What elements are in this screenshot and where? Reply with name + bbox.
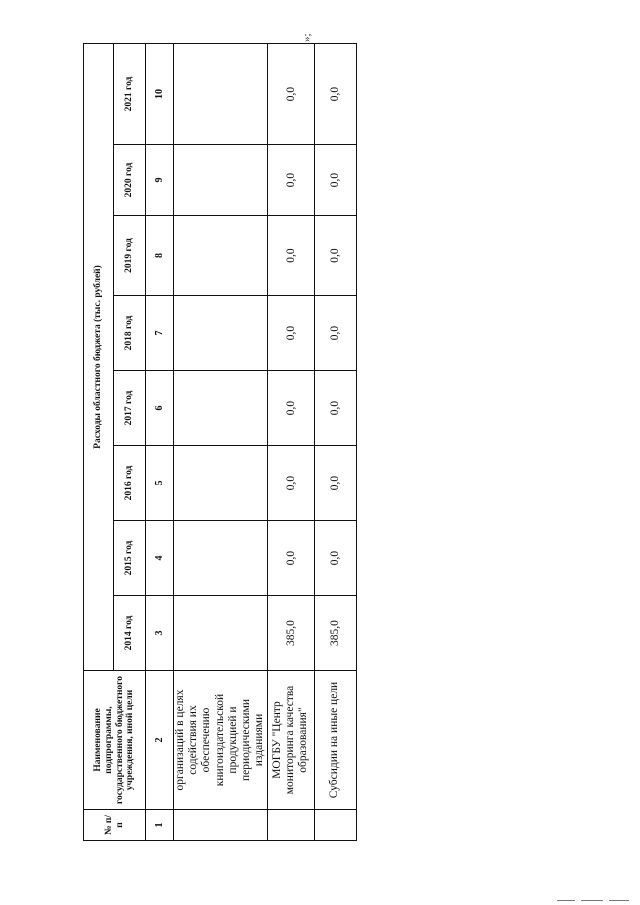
col-number-7: 7 bbox=[146, 296, 174, 371]
col-number-1: 1 bbox=[146, 810, 174, 841]
row-value-2021: 0,0 bbox=[267, 44, 314, 145]
row-value-2017: 0,0 bbox=[314, 371, 356, 446]
header-year-2017: 2017 год bbox=[114, 371, 146, 446]
col-number-10: 10 bbox=[146, 44, 174, 145]
header-year-2016: 2016 год bbox=[114, 446, 146, 521]
col-number-3: 3 bbox=[146, 596, 174, 671]
footer-dash bbox=[557, 900, 575, 901]
row-num bbox=[174, 810, 268, 841]
row-value-2015: 0,0 bbox=[314, 521, 356, 596]
budget-table bbox=[83, 43, 357, 841]
row-name: организаций в целях содействия их обеспечению книгоиздательской продукцией и периодическими изданиями bbox=[174, 671, 268, 810]
col-number-5: 5 bbox=[146, 446, 174, 521]
row-value-2019: 0,0 bbox=[267, 216, 314, 296]
row-value-2016: 0,0 bbox=[314, 446, 356, 521]
header-expenses: Расходы областного бюджета (тыс. рублей) bbox=[84, 44, 114, 671]
col-number-4: 4 bbox=[146, 521, 174, 596]
closing-quote-mark: »; bbox=[301, 33, 313, 42]
col-number-6: 6 bbox=[146, 371, 174, 446]
col-number-2: 2 bbox=[146, 671, 174, 810]
row-value-2018: 0,0 bbox=[314, 296, 356, 371]
row-value-2014: 385,0 bbox=[314, 596, 356, 671]
row-value-2019: 0,0 bbox=[314, 216, 356, 296]
scan-footer-marks bbox=[557, 900, 637, 902]
header-year-2019: 2019 год bbox=[114, 216, 146, 296]
header-name: Наименование подпрограммы, государственного бюджетного учреждения, иной цели bbox=[84, 671, 146, 810]
footer-dash bbox=[581, 900, 603, 901]
row-value-2020: 0,0 bbox=[314, 145, 356, 216]
table-row bbox=[314, 44, 356, 841]
row-value-2015: 0,0 bbox=[267, 521, 314, 596]
header-row-top bbox=[84, 44, 114, 841]
row-value-2021 bbox=[174, 44, 268, 145]
row-num bbox=[267, 810, 314, 841]
col-number-8: 8 bbox=[146, 216, 174, 296]
row-value-2014: 385,0 bbox=[267, 596, 314, 671]
header-year-2015: 2015 год bbox=[114, 521, 146, 596]
table-row bbox=[174, 44, 268, 841]
row-name: Субсидии на иные цели bbox=[314, 671, 356, 810]
row-name: МОГБУ "Центр мониторинга качества образования" bbox=[267, 671, 314, 810]
table-row bbox=[267, 44, 314, 841]
row-value-2020: 0,0 bbox=[267, 145, 314, 216]
footer-dash bbox=[609, 900, 629, 901]
row-value-2016: 0,0 bbox=[267, 446, 314, 521]
row-num bbox=[314, 810, 356, 841]
row-value-2014 bbox=[174, 596, 268, 671]
row-value-2015 bbox=[174, 521, 268, 596]
header-year-2018: 2018 год bbox=[114, 296, 146, 371]
header-num: № п/п bbox=[84, 810, 146, 841]
header-year-2021: 2021 год bbox=[114, 44, 146, 145]
header-year-2020: 2020 год bbox=[114, 145, 146, 216]
row-value-2020 bbox=[174, 145, 268, 216]
row-value-2018: 0,0 bbox=[267, 296, 314, 371]
row-value-2018 bbox=[174, 296, 268, 371]
row-value-2017 bbox=[174, 371, 268, 446]
rotated-page-content bbox=[83, 44, 342, 841]
column-number-row bbox=[146, 44, 174, 841]
col-number-9: 9 bbox=[146, 145, 174, 216]
row-value-2019 bbox=[174, 216, 268, 296]
row-value-2017: 0,0 bbox=[267, 371, 314, 446]
row-value-2021: 0,0 bbox=[314, 44, 356, 145]
row-value-2016 bbox=[174, 446, 268, 521]
header-year-2014: 2014 год bbox=[114, 596, 146, 671]
